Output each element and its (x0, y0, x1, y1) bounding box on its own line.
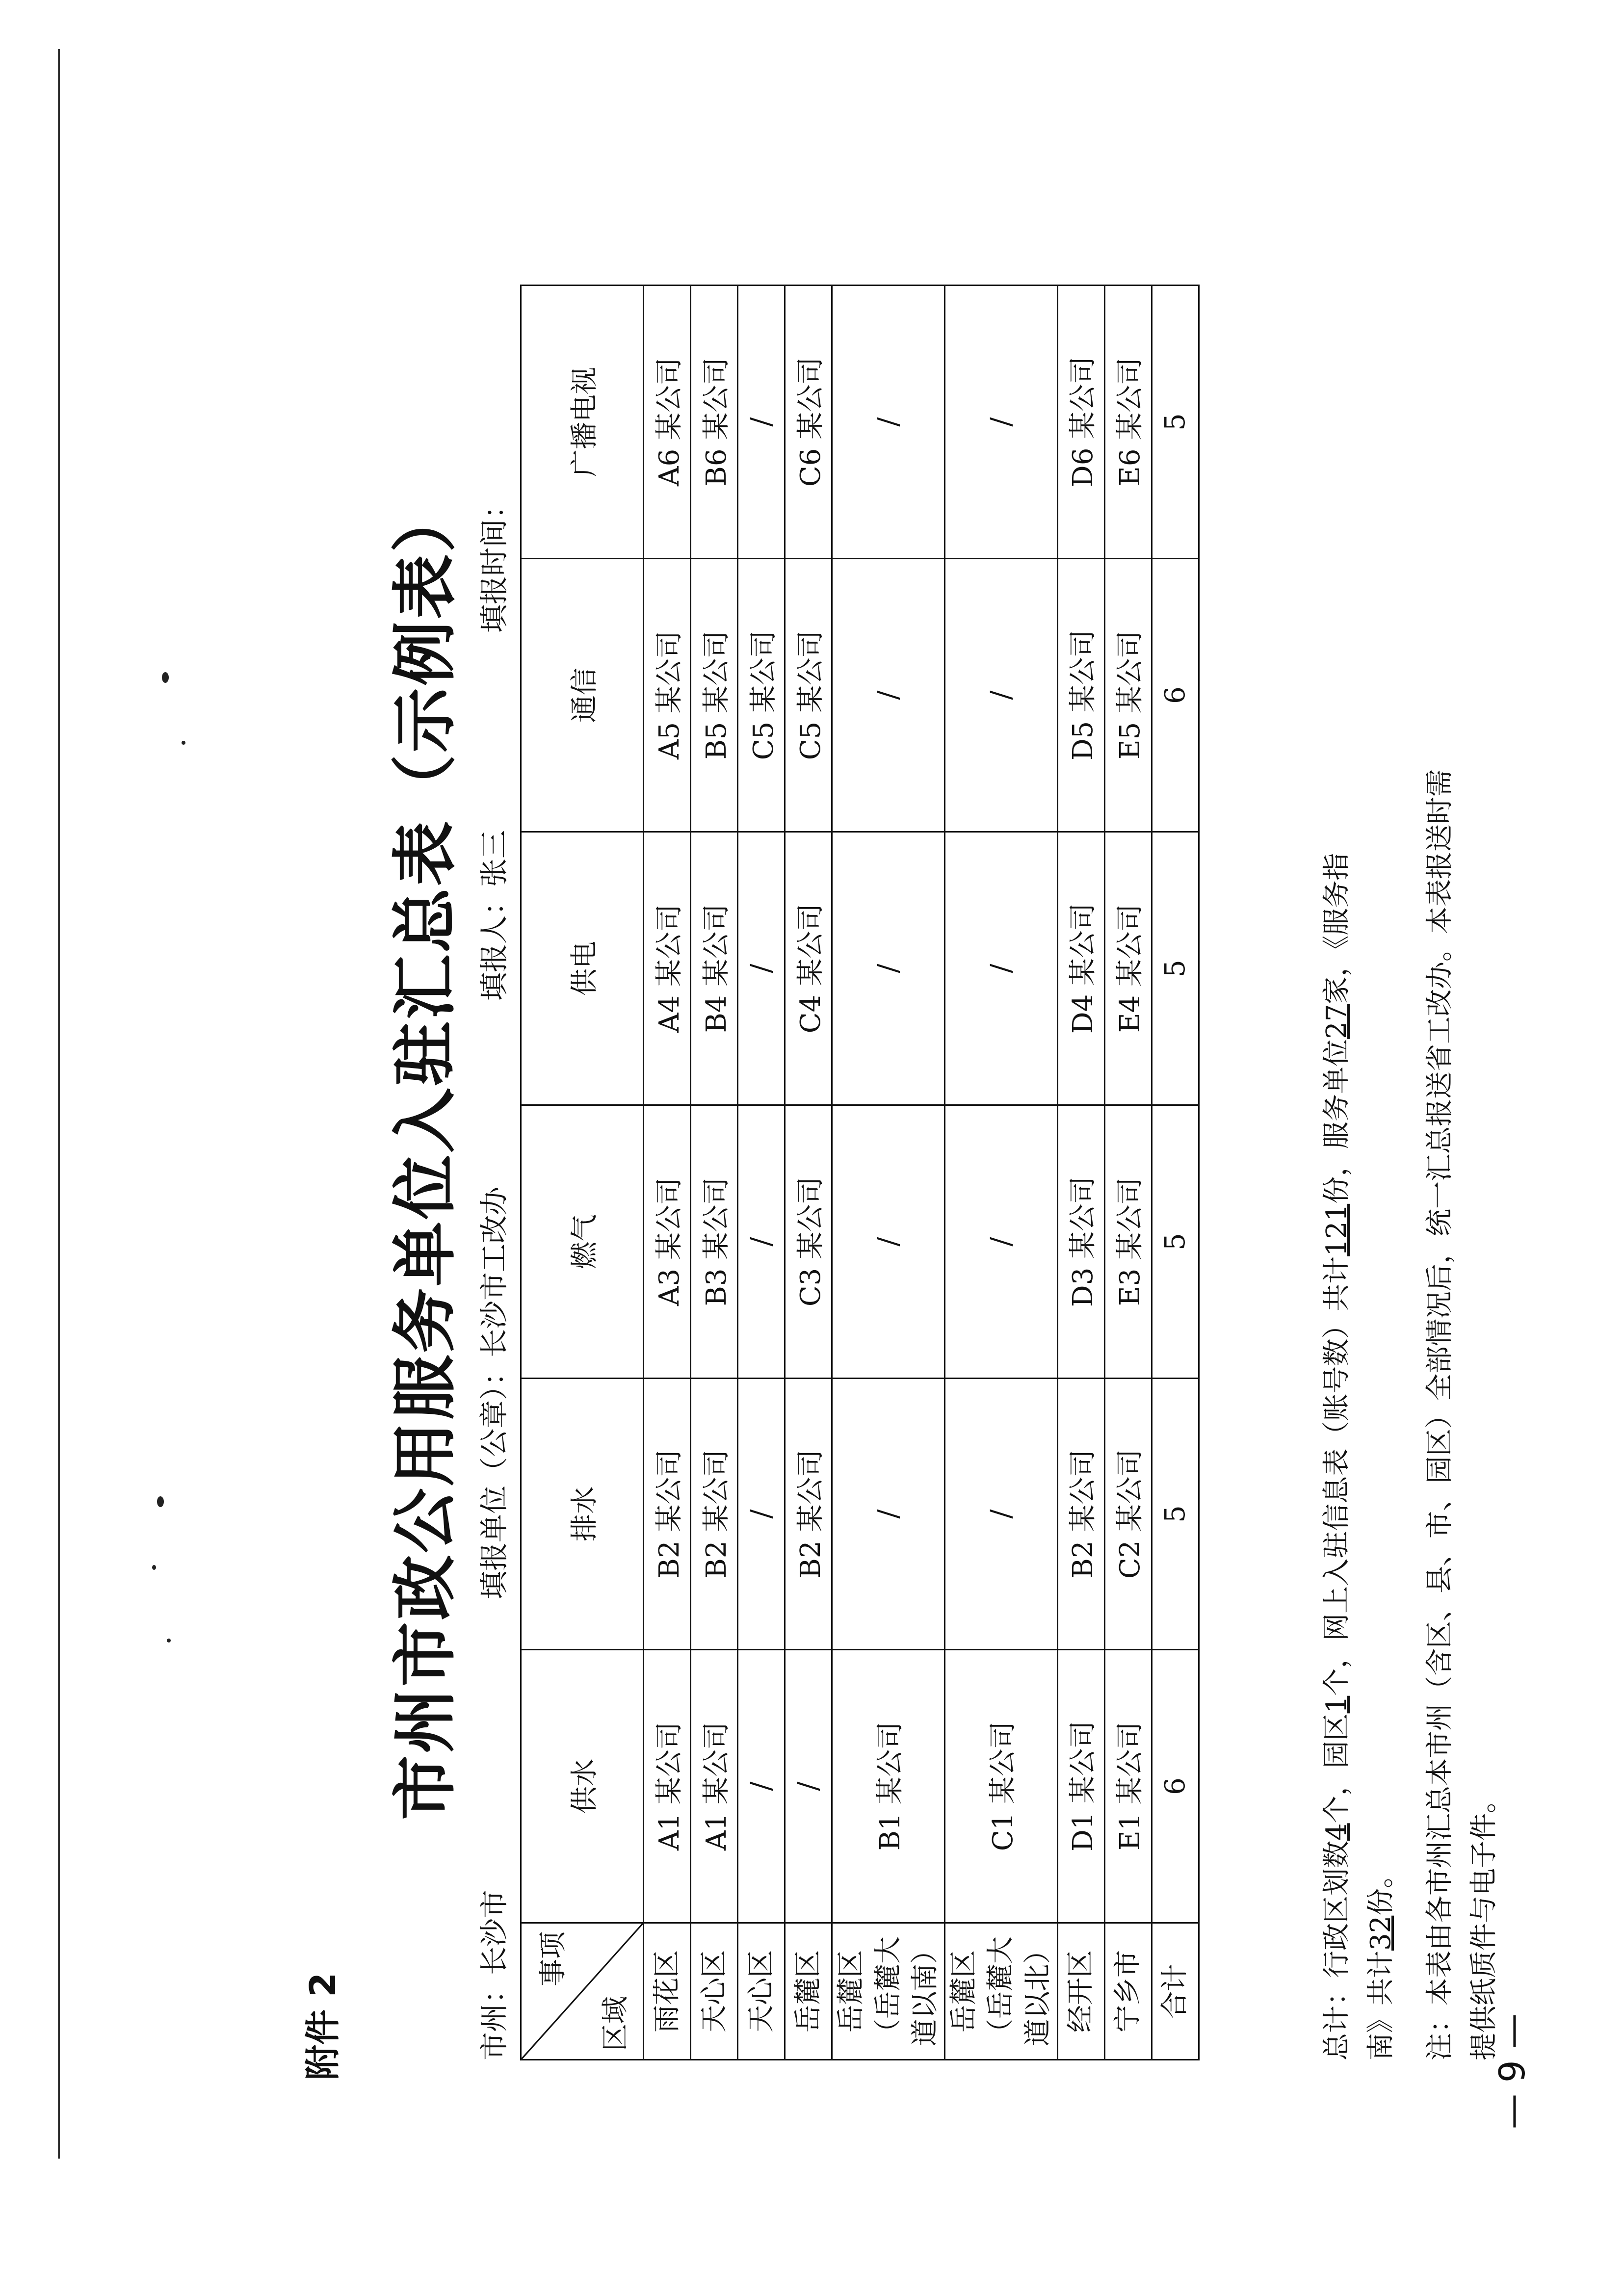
table-cell: / (785, 1650, 832, 1923)
table-cell: C3 某公司 (785, 1105, 832, 1379)
header-cell: 供水 (521, 1650, 644, 1923)
table-cell: 5 (1152, 286, 1199, 559)
table-cell: D4 某公司 (1057, 832, 1104, 1105)
region-cell: 天心区 (691, 1923, 738, 2060)
table-cell: / (944, 1379, 1057, 1650)
table-cell: 6 (1152, 559, 1199, 832)
account-total: 121 (1321, 1203, 1353, 1256)
table-cell: E3 某公司 (1104, 1105, 1152, 1379)
table-cell: D5 某公司 (1057, 559, 1104, 832)
header-cell: 广播电视 (521, 286, 644, 559)
table-cell: E5 某公司 (1104, 559, 1152, 832)
scan-speck (157, 1496, 164, 1507)
meta-unit: 填报单位（公章）：长沙市工改办 (477, 1186, 511, 1599)
table-cell: B2 某公司 (1057, 1379, 1104, 1650)
table-cell: E6 某公司 (1104, 286, 1152, 559)
table-cell: / (944, 286, 1057, 559)
table-row (944, 286, 1057, 2060)
corner-cell (521, 1923, 644, 2060)
header-cell: 燃气 (521, 1105, 644, 1379)
region-cell: 岳麓区 (785, 1923, 832, 2060)
table-cell: A4 某公司 (644, 832, 691, 1105)
table-cell: 5 (1152, 1379, 1199, 1650)
table-cell: / (944, 559, 1057, 832)
unit-total: 27 (1321, 1004, 1353, 1039)
table-cell: E4 某公司 (1104, 832, 1152, 1105)
scan-speck (152, 1565, 156, 1570)
table-row (832, 286, 945, 2060)
table-cell: 6 (1152, 1650, 1199, 1923)
region-cell: 岳麓区（岳麓大道以南） (832, 1923, 945, 2060)
table-cell: A1 某公司 (691, 1650, 738, 1923)
meta-time: 填报时间： (477, 490, 511, 633)
table-cell: A3 某公司 (644, 1105, 691, 1379)
summary-text: 行政区划数 (1321, 1841, 1353, 1978)
table-row (785, 286, 832, 2060)
table-cell: 5 (1152, 832, 1199, 1105)
summary-table (520, 285, 1200, 2060)
table-row (644, 286, 691, 2060)
header-cell: 通信 (521, 559, 644, 832)
summary-line-2 (1359, 1861, 1398, 2060)
table-cell: D3 某公司 (1057, 1105, 1104, 1379)
scan-speck (167, 1639, 171, 1642)
total-row (1152, 286, 1199, 2060)
table-cell: B1 某公司 (832, 1650, 945, 1923)
table-cell: / (944, 1105, 1057, 1379)
note-line-1: 注：本表由各市州汇总本市州（含区、县、市、园区）全部情况后，统一汇总报送省工改办。本表报送时需 (1424, 769, 1456, 2060)
table-cell: C5 某公司 (738, 559, 785, 832)
table-cell: A6 某公司 (644, 286, 691, 559)
page-title: 市州市政公用服务单位入驻汇总表（示例表） (387, 486, 463, 1820)
scan-edge-line (58, 49, 60, 2159)
table-cell: A5 某公司 (644, 559, 691, 832)
header-cell: 排水 (521, 1379, 644, 1650)
table-cell: / (832, 832, 945, 1105)
table-cell: 5 (1152, 1105, 1199, 1379)
meta-person: 填报人：张三 (477, 830, 511, 1001)
meta-city: 市州：长沙市 (477, 1889, 511, 2060)
table-cell: E1 某公司 (1104, 1650, 1152, 1923)
table-cell: B4 某公司 (691, 832, 738, 1105)
header-row (521, 286, 644, 2060)
summary-line-1 (1315, 853, 1354, 2060)
summary-text: 家，《服务指 (1321, 853, 1353, 1004)
region-cell: 天心区 (738, 1923, 785, 2060)
region-cell: 雨花区 (644, 1923, 691, 2060)
rotated-page (275, 245, 1500, 2080)
summary-text: 份。 (1365, 1860, 1397, 1916)
admin-count: 4 (1321, 1823, 1353, 1841)
table-cell: C5 某公司 (785, 559, 832, 832)
table-cell: C4 某公司 (785, 832, 832, 1105)
scan-speck (162, 672, 169, 683)
table-cell: C6 某公司 (785, 286, 832, 559)
page-number: — 9 — (1492, 2013, 1533, 2129)
summary-text: 份，服务单位 (1321, 1039, 1353, 1204)
table-cell: / (832, 1105, 945, 1379)
region-cell: 岳麓区（岳麓大道以北） (944, 1923, 1057, 2060)
corner-col-label: 事项 (537, 1931, 569, 1986)
table-cell: B2 某公司 (644, 1379, 691, 1650)
table-cell: C2 某公司 (1104, 1379, 1152, 1650)
total-label: 总计： (1321, 1978, 1353, 2060)
table-cell: / (738, 286, 785, 559)
table-cell: / (832, 286, 945, 559)
table-cell: / (738, 832, 785, 1105)
table-cell: C1 某公司 (944, 1650, 1057, 1923)
note-line-2: 提供纸质件与电子件。 (1468, 1786, 1500, 2060)
table-cell: B5 某公司 (691, 559, 738, 832)
table-row (1104, 286, 1152, 2060)
summary-text: 南》共计 (1365, 1951, 1397, 2060)
table-cell: A1 某公司 (644, 1650, 691, 1923)
table-cell: B2 某公司 (785, 1379, 832, 1650)
corner-row-label: 区域 (600, 1996, 631, 2051)
region-cell: 经开区 (1057, 1923, 1104, 2060)
summary-text: 个，网上入驻信息表（账号数）共计 (1321, 1256, 1353, 1696)
table-cell: B2 某公司 (691, 1379, 738, 1650)
table-cell: D1 某公司 (1057, 1650, 1104, 1923)
table-cell: / (832, 1379, 945, 1650)
table-cell: / (738, 1105, 785, 1379)
summary-text: 个，园区 (1321, 1713, 1353, 1824)
table-row (738, 286, 785, 2060)
table-cell: / (832, 559, 945, 832)
guide-total: 32 (1365, 1915, 1397, 1951)
appendix-label: 附件 2 (302, 1972, 343, 2080)
region-cell: 合计 (1152, 1923, 1199, 2060)
table-cell: B3 某公司 (691, 1105, 738, 1379)
region-cell: 宁乡市 (1104, 1923, 1152, 2060)
table-cell: D6 某公司 (1057, 286, 1104, 559)
table-cell: B6 某公司 (691, 286, 738, 559)
table-cell: / (738, 1650, 785, 1923)
table-cell: / (944, 832, 1057, 1105)
scan-speck (182, 741, 185, 745)
park-count: 1 (1321, 1695, 1353, 1714)
table-cell: / (738, 1379, 785, 1650)
header-cell: 供电 (521, 832, 644, 1105)
table-row (691, 286, 738, 2060)
table-row (1057, 286, 1104, 2060)
